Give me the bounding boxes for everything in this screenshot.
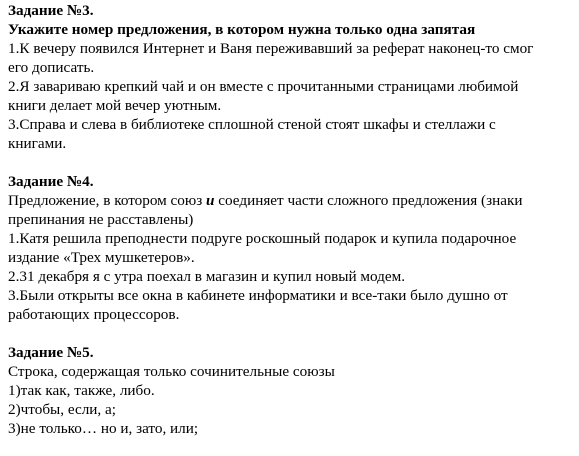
- option-line: 1.К вечеру появился Интернет и Ваня переживавший за реферат наконец-то смог: [8, 40, 534, 57]
- task-4-prompt-line-1: [8, 191, 568, 210]
- task-5-option-1: 1)так как, также, либо.: [8, 382, 155, 399]
- spacer: [8, 153, 568, 172]
- task-3-option-3: [8, 115, 568, 153]
- task-4-prompt-line-2: препинания не расставлены): [8, 211, 194, 228]
- task-4-option-3: [8, 286, 568, 324]
- option-line: 3.Были открыты все окна в кабинете информатики и все-таки было душно от: [8, 287, 508, 304]
- task-4-heading: Задание №4.: [8, 173, 94, 190]
- task-5: [8, 343, 568, 438]
- task-3-heading: Задание №3.: [8, 2, 94, 19]
- option-line: его дописать.: [8, 59, 95, 76]
- task-5-prompt: Строка, содержащая только сочинительные союзы: [8, 363, 335, 380]
- option-line: книгами.: [8, 135, 67, 152]
- option-line: издание «Трех мушкетеров».: [8, 249, 195, 266]
- document: [8, 1, 568, 438]
- prompt-text: соединяет части сложного предложения (знаки: [214, 192, 523, 209]
- task-5-option-3: 3)не только… но и, зато, или;: [8, 420, 199, 437]
- task-3-prompt: Укажите номер предложения, в котором нужна только одна запятая: [8, 21, 476, 38]
- task-3-option-1: [8, 39, 568, 77]
- task-3-option-2: [8, 77, 568, 115]
- task-4: [8, 172, 568, 324]
- spacer: [8, 324, 568, 343]
- conjunction-emphasis: и: [206, 192, 215, 209]
- option-line: книги делает мой вечер уютным.: [8, 97, 222, 114]
- option-line: 2.Я завариваю крепкий чай и он вместе с прочитанными страницами любимой: [8, 78, 519, 95]
- option-line: работающих процессоров.: [8, 306, 180, 323]
- option-line: 2.31 декабря я с утра поехал в магазин и купил новый модем.: [8, 268, 406, 285]
- task-5-option-2: 2)чтобы, если, а;: [8, 401, 116, 418]
- task-3: [8, 1, 568, 153]
- option-line: 3.Справа и слева в библиотеке сплошной стеной стоят шкафы и стеллажи с: [8, 116, 496, 133]
- task-5-heading: Задание №5.: [8, 344, 94, 361]
- option-line: 1.Катя решила преподнести подруге роскошный подарок и купила подарочное: [8, 230, 517, 247]
- task-4-option-1: [8, 229, 568, 267]
- prompt-text: Предложение, в котором союз: [8, 192, 207, 209]
- task-4-option-2: [8, 267, 568, 286]
